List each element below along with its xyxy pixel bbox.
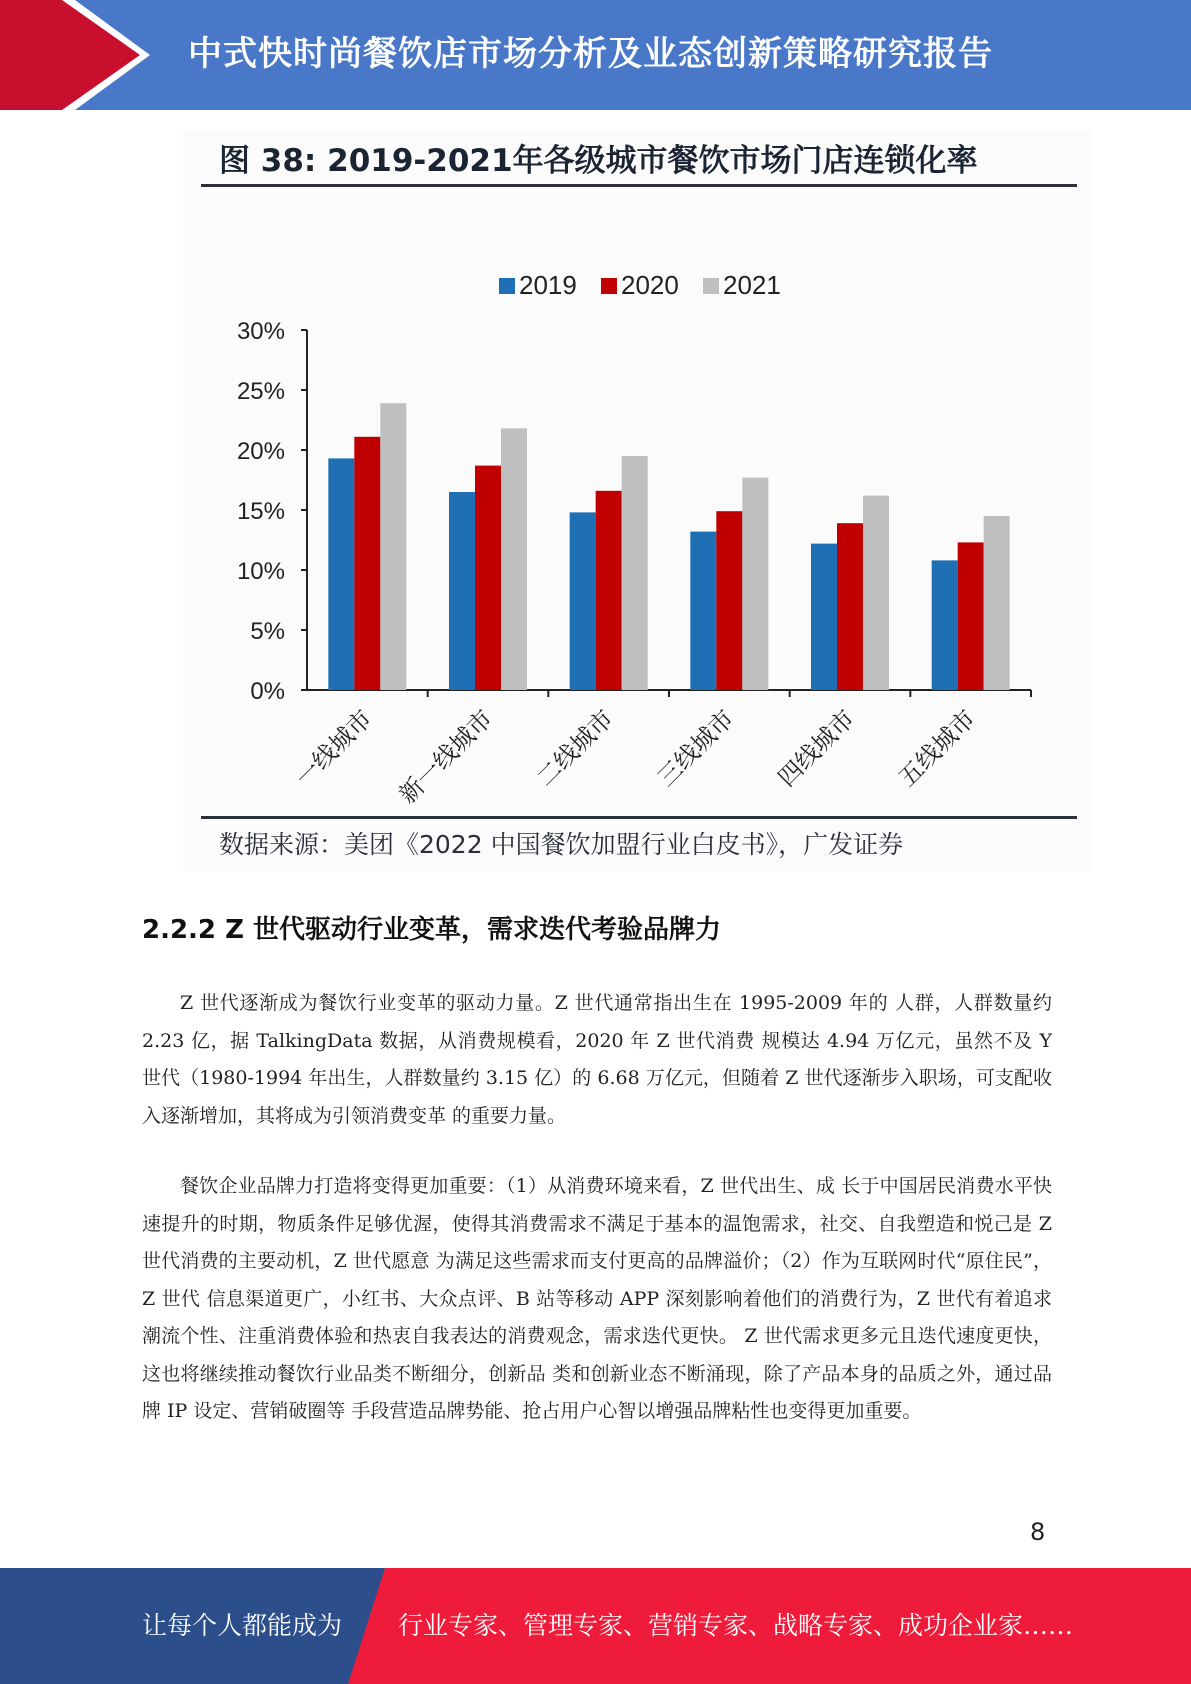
footer-banner [0,1568,1191,1684]
x-tick-label: 三线城市 [651,704,740,793]
bar-2021-新一线城市 [501,428,527,690]
legend-label-2021: 2021 [723,270,781,300]
bar-2020-五线城市 [958,542,984,690]
bar-2021-四线城市 [863,496,889,690]
legend-swatch-2020 [601,278,617,294]
x-tick-label: 新一线城市 [393,704,499,810]
bar-2019-新一线城市 [449,492,475,690]
legend-swatch-2021 [703,278,719,294]
bar-2019-四线城市 [811,544,837,690]
paragraph-1: Z 世代逐渐成为餐饮行业变革的驱动力量。Z 世代通常指出生在 1995-2009 年的 人群，人群数量约 2.23 亿，据 TalkingData 数据，从消费规模看，2020 年 Z 世代消费 规模达 4.94 万亿元，虽然不及 Y 世代（1980-1994 年出生，人群数量约 3.15 亿）的 6.68 万亿元，但随着 Z 世代逐渐步入职场，可支配收入逐渐增加，其将成为引领消费变革 的重要力量。 [142,992,1052,1127]
y-tick-label: 30% [236,318,285,345]
bar-2019-一线城市 [328,458,354,690]
legend-label-2019: 2019 [519,270,577,300]
y-tick-label: 10% [236,558,285,585]
y-tick-label: 20% [236,438,285,465]
page-number: 8 [1030,1518,1046,1546]
bar-2021-一线城市 [380,403,406,690]
figure-bottom-rule [201,816,1077,819]
bar-2019-五线城市 [932,560,958,690]
bar-2020-一线城市 [354,437,380,690]
y-tick-label: 5% [250,618,285,645]
report-title: 中式快时尚餐饮店市场分析及业态创新策略研究报告 [188,34,993,74]
figure-source: 数据来源：美团《2022 中国餐饮加盟行业白皮书》，广发证券 [219,830,904,859]
legend-swatch-2019 [499,278,515,294]
footer-slogan-right: 行业专家、管理专家、营销专家、战略专家、成功企业家…… [398,1611,1074,1640]
bar-2020-四线城市 [837,523,863,690]
figure-caption: 图 38: 2019-2021年各级城市餐饮市场门店连锁化率 [219,143,978,179]
figure-38 [183,130,1091,872]
x-tick-label: 四线城市 [772,704,861,793]
chain-rate-bar-chart [183,190,1091,812]
figure-top-rule [201,184,1077,187]
bar-2020-新一线城市 [475,466,501,690]
x-tick-label: 二线城市 [531,704,619,793]
bar-2021-三线城市 [742,478,768,690]
y-tick-label: 0% [250,678,285,705]
section-heading: 2.2.2 Z 世代驱动行业变革，需求迭代考验品牌力 [142,915,721,945]
y-tick-label: 25% [236,378,285,405]
bar-2020-二线城市 [596,491,622,690]
bar-2019-三线城市 [690,532,716,690]
y-tick-label: 15% [236,498,285,525]
footer-slogan-left: 让每个人都能成为 [142,1611,343,1640]
bar-2021-五线城市 [984,516,1010,690]
paragraph-2: 餐饮企业品牌力打造将变得更加重要：（1）从消费环境来看，Z 世代出生、成 长于中国居民消费水平快速提升的时期，物质条件足够优渥，使得其消费需求不满足于基本的温饱需求，社交、自我塑造和悦己是 Z 世代消费的主要动机，Z 世代愿意 为满足这些需求而支付更高的品牌溢价；（2）作为互联网时代“原住民”，Z 世代 信息渠道更广，小红书、大众点评、B 站等移动 APP 深刻影响着他们的消费行为，Z 世代有着追求潮流个性、注重消费体验和热衷自我表达的消费观念，需求迭代更快。 Z 世代需求更多元且迭代速度更快，这也将继续推动餐饮行业品类不断细分，创新品 类和创新业态不断涌现，除了产品本身的品质之外，通过品牌 IP 设定、营销破圈等 手段营造品牌势能、抢占用户心智以增强品牌粘性也变得更加重要。 [142,1175,1052,1422]
header-banner [0,0,1191,110]
bar-2021-二线城市 [622,456,648,690]
header-arrow-decoration [0,0,150,110]
bar-2020-三线城市 [716,511,742,690]
x-tick-label: 一线城市 [289,704,378,793]
bar-2019-二线城市 [570,512,596,690]
x-tick-label: 五线城市 [893,704,981,793]
legend-label-2020: 2020 [621,270,679,300]
